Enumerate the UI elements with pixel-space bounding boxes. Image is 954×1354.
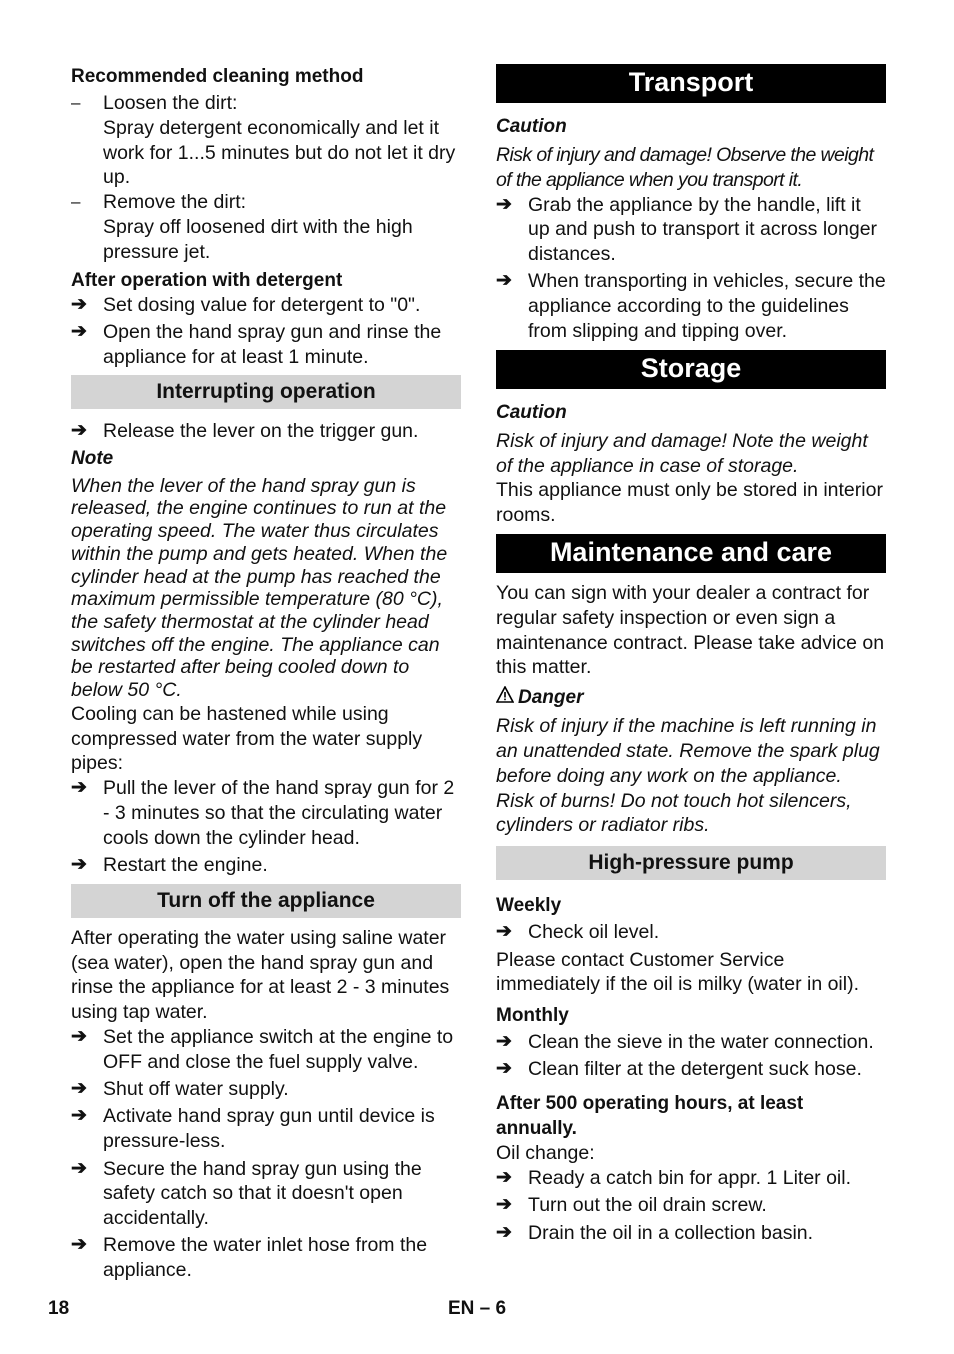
list-item xyxy=(71,853,461,878)
list-item-text: Remove the water inlet hose from the appliance. xyxy=(103,1234,428,1282)
arrow-right-icon: ➔ xyxy=(71,1105,87,1127)
arrow-right-icon: ➔ xyxy=(496,270,512,292)
list-item xyxy=(496,920,886,945)
dash-item-text: Spray off loosened dirt with the high pressure jet. xyxy=(103,215,413,263)
list-item xyxy=(71,1157,461,1231)
list-item-text: Restart the engine. xyxy=(103,854,268,877)
arrow-right-icon: ➔ xyxy=(71,777,87,799)
list-item-text: Release the lever on the trigger gun. xyxy=(103,420,419,443)
monthly-heading: Monthly xyxy=(496,1005,569,1027)
danger-text: Risk of burns! Do not touch hot silencers, cylinders or radiator ribs. xyxy=(496,789,852,837)
annual-heading: After 500 operating hours, at least annually. xyxy=(496,1093,804,1140)
arrow-right-icon: ➔ xyxy=(71,293,87,315)
danger-text: Risk of injury if the machine is left running in an unattended state. Remove the spark plug before doing any work on the appliance. xyxy=(496,715,880,787)
weekly-text: Please contact Customer Service immediately if the oil is milky (water in oil). xyxy=(496,948,860,996)
list-item-text: Open the hand spray gun and rinse the appliance for at least 1 minute. xyxy=(103,320,442,368)
right-column xyxy=(496,60,886,1248)
list-item-text: Pull the lever of the hand spray gun for 2 - 3 minutes so that the circulating water cools down the cylinder head. xyxy=(103,777,455,849)
list-item-text: Shut off water supply. xyxy=(103,1078,289,1101)
warning-triangle-icon xyxy=(496,686,518,710)
caution-text: Risk of injury and damage! Observe the weight of the appliance when you transport it. xyxy=(496,144,874,191)
list-item-text: Secure the hand spray gun using the safety catch so that it doesn't open accidentally. xyxy=(103,1157,422,1230)
storage-text: This appliance must only be stored in interior rooms. xyxy=(496,479,883,527)
arrow-right-icon: ➔ xyxy=(71,1157,87,1179)
list-item-text: Check oil level. xyxy=(528,921,660,944)
list-item xyxy=(496,1221,886,1246)
arrow-right-icon: ➔ xyxy=(71,1026,87,1048)
arrow-right-icon: ➔ xyxy=(496,921,512,943)
caution-text: Risk of injury and damage! Note the weight of the appliance in case of storage. xyxy=(496,429,868,477)
section-bar-turn-off: Turn off the appliance xyxy=(71,884,461,918)
arrow-right-icon: ➔ xyxy=(496,1058,512,1080)
arrow-right-icon: ➔ xyxy=(71,420,87,442)
oil-change-label: Oil change: xyxy=(496,1142,595,1165)
list-item-text: Clean the sieve in the water connection. xyxy=(528,1031,874,1054)
list-item-text: Ready a catch bin for appr. 1 Liter oil. xyxy=(528,1167,852,1190)
list-item-text: Activate hand spray gun until device is pressure-less. xyxy=(103,1105,435,1153)
list-item-text: Set the appliance switch at the engine to OFF and close the fuel supply valve. xyxy=(103,1026,454,1073)
list-item xyxy=(71,320,461,370)
section-bar-high-pressure-pump: High-pressure pump xyxy=(496,846,886,880)
dash-item-label: Loosen the dirt: xyxy=(103,92,238,114)
arrow-right-icon: ➔ xyxy=(71,1078,87,1100)
list-item xyxy=(496,1193,886,1218)
list-item xyxy=(71,1077,461,1102)
list-item-text: Drain the oil in a collection basin. xyxy=(528,1221,814,1244)
after-operation-heading: After operation with detergent xyxy=(71,269,343,291)
arrow-right-icon: ➔ xyxy=(496,1031,512,1053)
list-item-text: Clean filter at the detergent suck hose. xyxy=(528,1058,862,1081)
note-text: When the lever of the hand spray gun is released, the engine continues to run at the operating speed. The water thus circulates within the pump and gets heated. When the cylinder head at the pump has reached the maximum permissible temperature (80 °C), the safety thermostat at the cylinder head switches off the engine. The appliance can be restarted after being cooled down to below 50 °C. xyxy=(71,474,448,702)
dash-marker: – xyxy=(71,93,81,112)
arrow-right-icon: ➔ xyxy=(496,1194,512,1216)
list-item-text: Set dosing value for detergent to "0". xyxy=(103,293,421,316)
list-item xyxy=(496,193,886,267)
arrow-right-icon: ➔ xyxy=(496,1221,512,1243)
danger-label: Danger xyxy=(518,687,584,709)
list-item xyxy=(71,1025,461,1075)
cooling-text: Cooling can be hastened while using compressed water from the water supply pipes: xyxy=(71,702,423,775)
weekly-heading: Weekly xyxy=(496,895,562,917)
section-bar-maintenance: Maintenance and care xyxy=(496,534,886,573)
list-item xyxy=(71,1104,461,1154)
list-item xyxy=(496,1166,886,1191)
dash-marker: – xyxy=(71,192,81,212)
caution-label: Caution xyxy=(496,401,567,423)
page-number: 18 xyxy=(48,1298,70,1319)
list-item xyxy=(71,293,461,318)
arrow-right-icon: ➔ xyxy=(71,1234,87,1256)
list-item xyxy=(71,776,461,850)
list-item xyxy=(496,1057,886,1082)
list-item-text: When transporting in vehicles, secure the appliance according to the guidelines from slipping and tipping over. xyxy=(528,270,886,343)
left-column xyxy=(71,60,461,1286)
list-item xyxy=(496,269,886,343)
note-label: Note xyxy=(71,447,114,469)
list-item xyxy=(71,1233,461,1283)
list-item xyxy=(496,1030,886,1055)
caution-label: Caution xyxy=(496,116,567,137)
maintenance-text: You can sign with your dealer a contract for regular safety inspection or even sign a maintenance contract. Please take advice on this matter. xyxy=(496,582,885,679)
section-bar-storage: Storage xyxy=(496,350,886,389)
dash-item-label: Remove the dirt: xyxy=(103,191,247,214)
section-bar-interrupting: Interrupting operation xyxy=(71,375,461,409)
dash-item-text: Spray detergent economically and let it work for 1...5 minutes but do not let it dry up. xyxy=(103,116,456,189)
danger-heading xyxy=(496,686,886,710)
list-item-text: Grab the appliance by the handle, lift it up and push to transport it across longer distances. xyxy=(528,193,878,266)
turn-off-text: After operating the water using saline water (sea water), open the hand spray gun and rinse the appliance for at least 2 - 3 minutes using tap water. xyxy=(71,926,450,1024)
list-item xyxy=(71,419,461,444)
section-bar-transport: Transport xyxy=(496,64,886,103)
page-code: EN – 6 xyxy=(448,1298,507,1319)
dash-item xyxy=(71,91,461,116)
recommended-cleaning-heading: Recommended cleaning method xyxy=(71,66,364,87)
arrow-right-icon: ➔ xyxy=(496,193,512,215)
arrow-right-icon: ➔ xyxy=(496,1167,512,1189)
arrow-right-icon: ➔ xyxy=(71,854,87,876)
arrow-right-icon: ➔ xyxy=(71,320,87,342)
list-item-text: Turn out the oil drain screw. xyxy=(528,1194,767,1217)
dash-item xyxy=(71,190,461,215)
